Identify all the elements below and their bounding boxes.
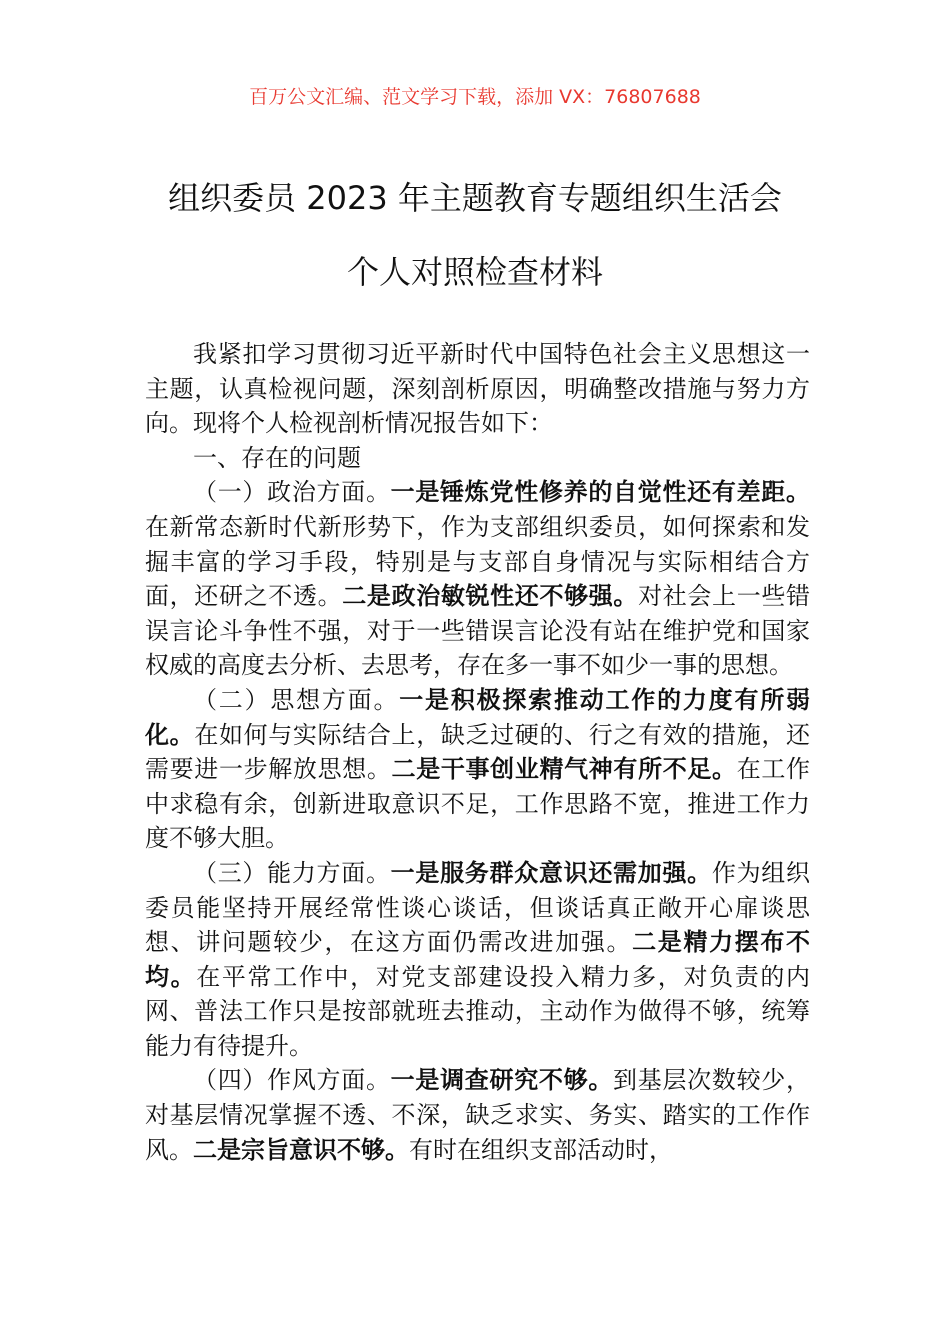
style-point1-text: 到基层次数较少，对基层情况掌握不透、不深，缺乏求实、务实、踏实的工作作风。 xyxy=(145,1066,811,1164)
style-point1-bold: 一是调查研究不够。 xyxy=(390,1066,614,1095)
thought-point2-text: 在工作中求稳有余，创新进取意识不足，工作思路不宽，推进工作力度不够大胆。 xyxy=(145,755,811,853)
ability-point2-text: 在平常工作中，对党支部建设投入精力多，对负责的内网、普法工作只是按部就班去推动，主动作为做得不够，统筹能力有待提升。 xyxy=(145,962,810,1060)
ability-paragraph xyxy=(145,856,810,1064)
style-point2-text: 有时在组织支部活动时， xyxy=(409,1135,673,1164)
political-point2-text: 对社会上一些错误言论斗争性不强，对于一些错误言论没有站在维护党和国家权威的高度去分析、去思考，存在多一事不如少一事的思想。 xyxy=(145,582,811,680)
style-label: （四）作风方面。 xyxy=(193,1066,391,1095)
style-paragraph xyxy=(145,1063,810,1167)
intro-paragraph: 我紧扣学习贯彻习近平新时代中国特色社会主义思想这一主题，认真检视问题，深刻剖析原因，明确整改措施与努力方向。现将个人检视剖析情况报告如下： xyxy=(145,340,810,438)
political-point2-bold: 二是政治敏锐性还不够强。 xyxy=(342,582,639,611)
thought-point1-text: 在如何与实际结合上，缺乏过硬的、行之有效的措施，还需要进一步解放思想。 xyxy=(145,720,811,784)
ability-point2-bold: 二是精力摆布不均。 xyxy=(145,928,811,991)
section-heading: 一、存在的问题 xyxy=(193,443,361,472)
ability-point1-text: 作为组织委员能坚持开展经常性谈心谈话，但谈话真正敞开心扉谈思想、讲问题较少，在这方面仍需改进加强。 xyxy=(145,858,811,957)
political-paragraph xyxy=(145,475,810,683)
political-point1-text: 在新常态新时代新形势下，作为支部组织委员，如何探索和发掘丰富的学习手段，特别是与支部自身情况与实际相结合方面，还研之不透。 xyxy=(145,512,810,611)
document-body xyxy=(145,337,810,1167)
thought-label: （二）思想方面。 xyxy=(193,685,400,714)
ability-label: （三）能力方面。 xyxy=(193,858,391,887)
thought-point2-bold: 二是干事创业精气神有所不足。 xyxy=(391,755,737,784)
political-label: （一）政治方面。 xyxy=(193,478,391,507)
style-point2-bold: 二是宗旨意识不够。 xyxy=(193,1135,409,1164)
ability-point1-bold: 一是服务群众意识还需加强。 xyxy=(390,858,712,887)
document-title-line2: 个人对照检查材料 xyxy=(346,253,603,291)
thought-point1-bold: 一是积极探索推动工作的力度有所弱化。 xyxy=(145,685,811,749)
thought-paragraph xyxy=(145,683,810,856)
document-title-line1: 组织委员 2023 年主题教育专题组织生活会 xyxy=(168,179,782,217)
watermark-banner: 百万公文汇编、范文学习下载，添加 VX：76807688 xyxy=(249,86,701,108)
political-point1-bold: 一是锤炼党性修养的自觉性还有差距。 xyxy=(390,478,811,507)
